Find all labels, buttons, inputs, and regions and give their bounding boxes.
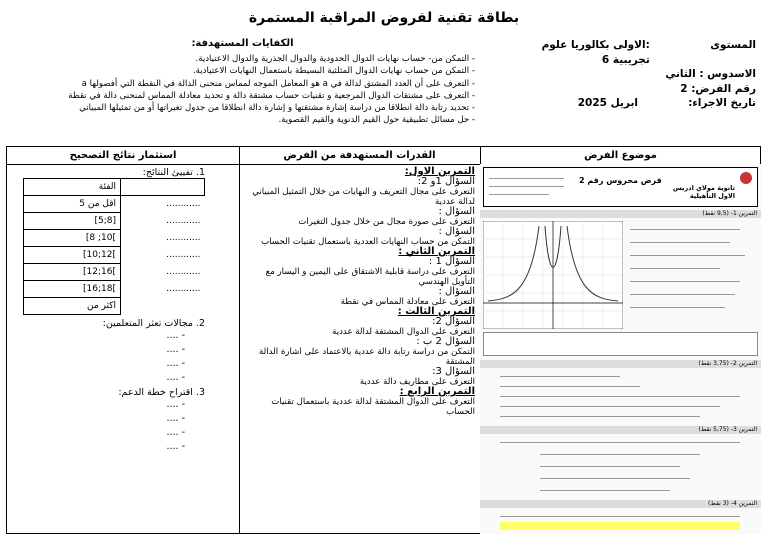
results-section xyxy=(13,167,235,454)
competency-item: - التمكن من حساب نهايات الدوال المثلثية البسيطة باستعمال النهايات الاعتيادية. xyxy=(192,66,475,77)
category-cell: اكثر من xyxy=(24,298,121,315)
ability-text: التمكن من دراسة رتابة دالة عددية بالاعتماد على اشارة الدالة المشتقة xyxy=(259,347,475,367)
function-graph xyxy=(483,221,623,329)
ability-text: التعرف على معادلة المماس في نقطة xyxy=(340,297,475,307)
level-label: المستوى xyxy=(710,39,756,51)
question-heading: السؤال 1 : xyxy=(428,256,475,267)
ability-text: التعرف على الدوال المشتقة لدالة عددية باستعمال تقنيات الحساب xyxy=(271,397,475,417)
results-table-cell xyxy=(121,179,205,196)
count-cell xyxy=(121,298,205,315)
ability-text: التعرف على مطاريف دالة عددية xyxy=(359,377,475,387)
ability-text: التعرف على دراسة قابلية الاشتقاق على اليمين و اليسار مع التأويل الهندسي xyxy=(265,267,475,287)
category-header: الفئة xyxy=(24,179,121,196)
question-heading: السؤال : xyxy=(438,206,475,217)
exam-subject-thumbnail xyxy=(480,164,761,534)
table-row xyxy=(24,213,205,230)
ability-text: التمكن من حساب النهايات العددية باستعمال تقنيات الحساب xyxy=(261,237,475,247)
category-cell: ]12;10] xyxy=(24,247,121,264)
question-heading: السؤال : xyxy=(438,286,475,297)
count-cell: ............ xyxy=(166,267,201,277)
date-label: تاريخ الاجراء: xyxy=(688,97,756,109)
fill-in-line: - .... xyxy=(166,399,185,410)
exercise-band: التمرين 2- (3,75 نقط) xyxy=(480,360,761,368)
question-heading: السؤال 3: xyxy=(432,366,475,377)
results-header: استثمار نتائج التصحيح xyxy=(7,147,239,165)
count-cell: ............ xyxy=(166,250,201,260)
competencies-title: الكفايات المستهدفة: xyxy=(191,38,294,49)
results-q2: 2. مجالات تعثر المتعلمين: xyxy=(102,318,205,329)
competency-item: - تحديد رتابة دالة انطلاقا من دراسة إشارة مشتقتها و إشارة دالة انطلاقا من جدول تغيراتها أو من تمثيلها المبياني xyxy=(79,103,475,114)
category-cell: ]18;16] xyxy=(24,281,121,298)
level-value: :الاولى بكالوريا علوم تجريبية 6 xyxy=(541,39,650,66)
table-row xyxy=(24,247,205,264)
abilities-list xyxy=(245,167,475,417)
fill-in-line: - .... xyxy=(166,427,185,438)
table-row xyxy=(24,298,205,315)
ability-text: التعرف على صورة مجال من خلال جدول التغيرات xyxy=(298,217,475,227)
subject-title: فرض محروس رقم 2 xyxy=(579,176,662,185)
competencies xyxy=(10,38,475,126)
fill-in-line: - .... xyxy=(166,330,185,341)
competency-item: - التعرف على مشتقات الدوال المرجعية و تقنيات حساب مشتقة دالة و تحديد معادلة المماس لمنحنى دالة في نقطة xyxy=(68,90,475,101)
results-table xyxy=(23,178,205,315)
table-row xyxy=(24,281,205,298)
question-heading: السؤال 2: xyxy=(432,316,475,327)
subject-header: موضوع الفرض xyxy=(480,147,761,165)
main-table xyxy=(6,146,761,534)
category-cell: [8;5] xyxy=(24,213,121,230)
divider xyxy=(239,147,240,533)
category-cell: ]10; 8] xyxy=(24,230,121,247)
exam-number: رقم الفرض: 2 xyxy=(680,82,756,95)
exercise-heading: التمرين الثاني : xyxy=(398,246,475,257)
competency-item: - التعرف على أن العدد المشتق لدالة في a هو المعامل الموجه لمماس منحنى الدالة في النقطة التي أفصولها a xyxy=(81,78,475,89)
results-q3: 3. اقتراح خطة الدعم: xyxy=(118,387,205,398)
exercise-band: التمرين 4- (3 نقط) xyxy=(480,500,761,508)
count-cell: ............ xyxy=(166,216,201,226)
question-heading: السؤال 1و 2: xyxy=(417,176,475,187)
exercise-heading: التمرين الاول: xyxy=(404,166,475,177)
question-heading: السؤال : xyxy=(438,226,475,237)
table-row xyxy=(24,264,205,281)
ability-text: التعرف على مجال التعريف و النهايات من خلال التمثيل المبياني xyxy=(252,187,475,197)
table-row xyxy=(24,196,205,213)
competency-item: - التمكن من- حساب نهايات الدوال الحدودية والدوال الجذرية والدوال الاعتيادية. xyxy=(195,54,475,65)
ability-text: لدالة عددية xyxy=(435,197,475,207)
count-cell: ............ xyxy=(166,284,201,294)
fill-in-line: - .... xyxy=(166,413,185,424)
seal-icon xyxy=(740,172,752,184)
ability-text: التعرف على الدوال المشتقة لدالة عددية xyxy=(332,327,475,337)
fill-in-line: - .... xyxy=(166,358,185,369)
question-heading: السؤال 2 ب : xyxy=(416,336,475,347)
exercise-heading: التمرين الرابع : xyxy=(399,386,475,397)
date-value: ابريل 2025 xyxy=(577,97,638,109)
exercise-heading: التمرين الثالث : xyxy=(397,306,475,317)
abilities-header: القدرات المستهدفة من الفرض xyxy=(239,147,480,165)
fill-in-line: - .... xyxy=(166,441,185,452)
semester: الاسدوس : الثاني xyxy=(665,68,756,80)
count-cell: ............ xyxy=(166,199,201,210)
table-row xyxy=(24,230,205,247)
exercise-band: التمرين 1- (9,5 نقط) xyxy=(480,210,761,218)
exercise-band: التمرين 3- (5,75 نقط) xyxy=(480,426,761,434)
exam-info xyxy=(506,38,756,111)
competency-item: - حل مسائل تطبيقية حول القيم الدنوية والقيم القصوية. xyxy=(278,115,475,126)
subject-header-box xyxy=(483,167,758,207)
category-cell: اقل من 5 xyxy=(24,196,121,213)
page-title: بطاقة تقنية لفروض المراقبة المستمرة xyxy=(248,10,520,26)
results-q1: 1. تفييئ النتائج: xyxy=(142,167,205,178)
count-cell: ............ xyxy=(166,233,201,243)
category-cell: ]16;12] xyxy=(24,264,121,281)
fill-in-line: - .... xyxy=(166,372,185,383)
school-name: ثانوية مولاي ادريس الاول التأهيلية xyxy=(672,184,735,200)
fill-in-line: - .... xyxy=(166,344,185,355)
highlight xyxy=(500,522,740,530)
limits-table xyxy=(483,332,758,356)
